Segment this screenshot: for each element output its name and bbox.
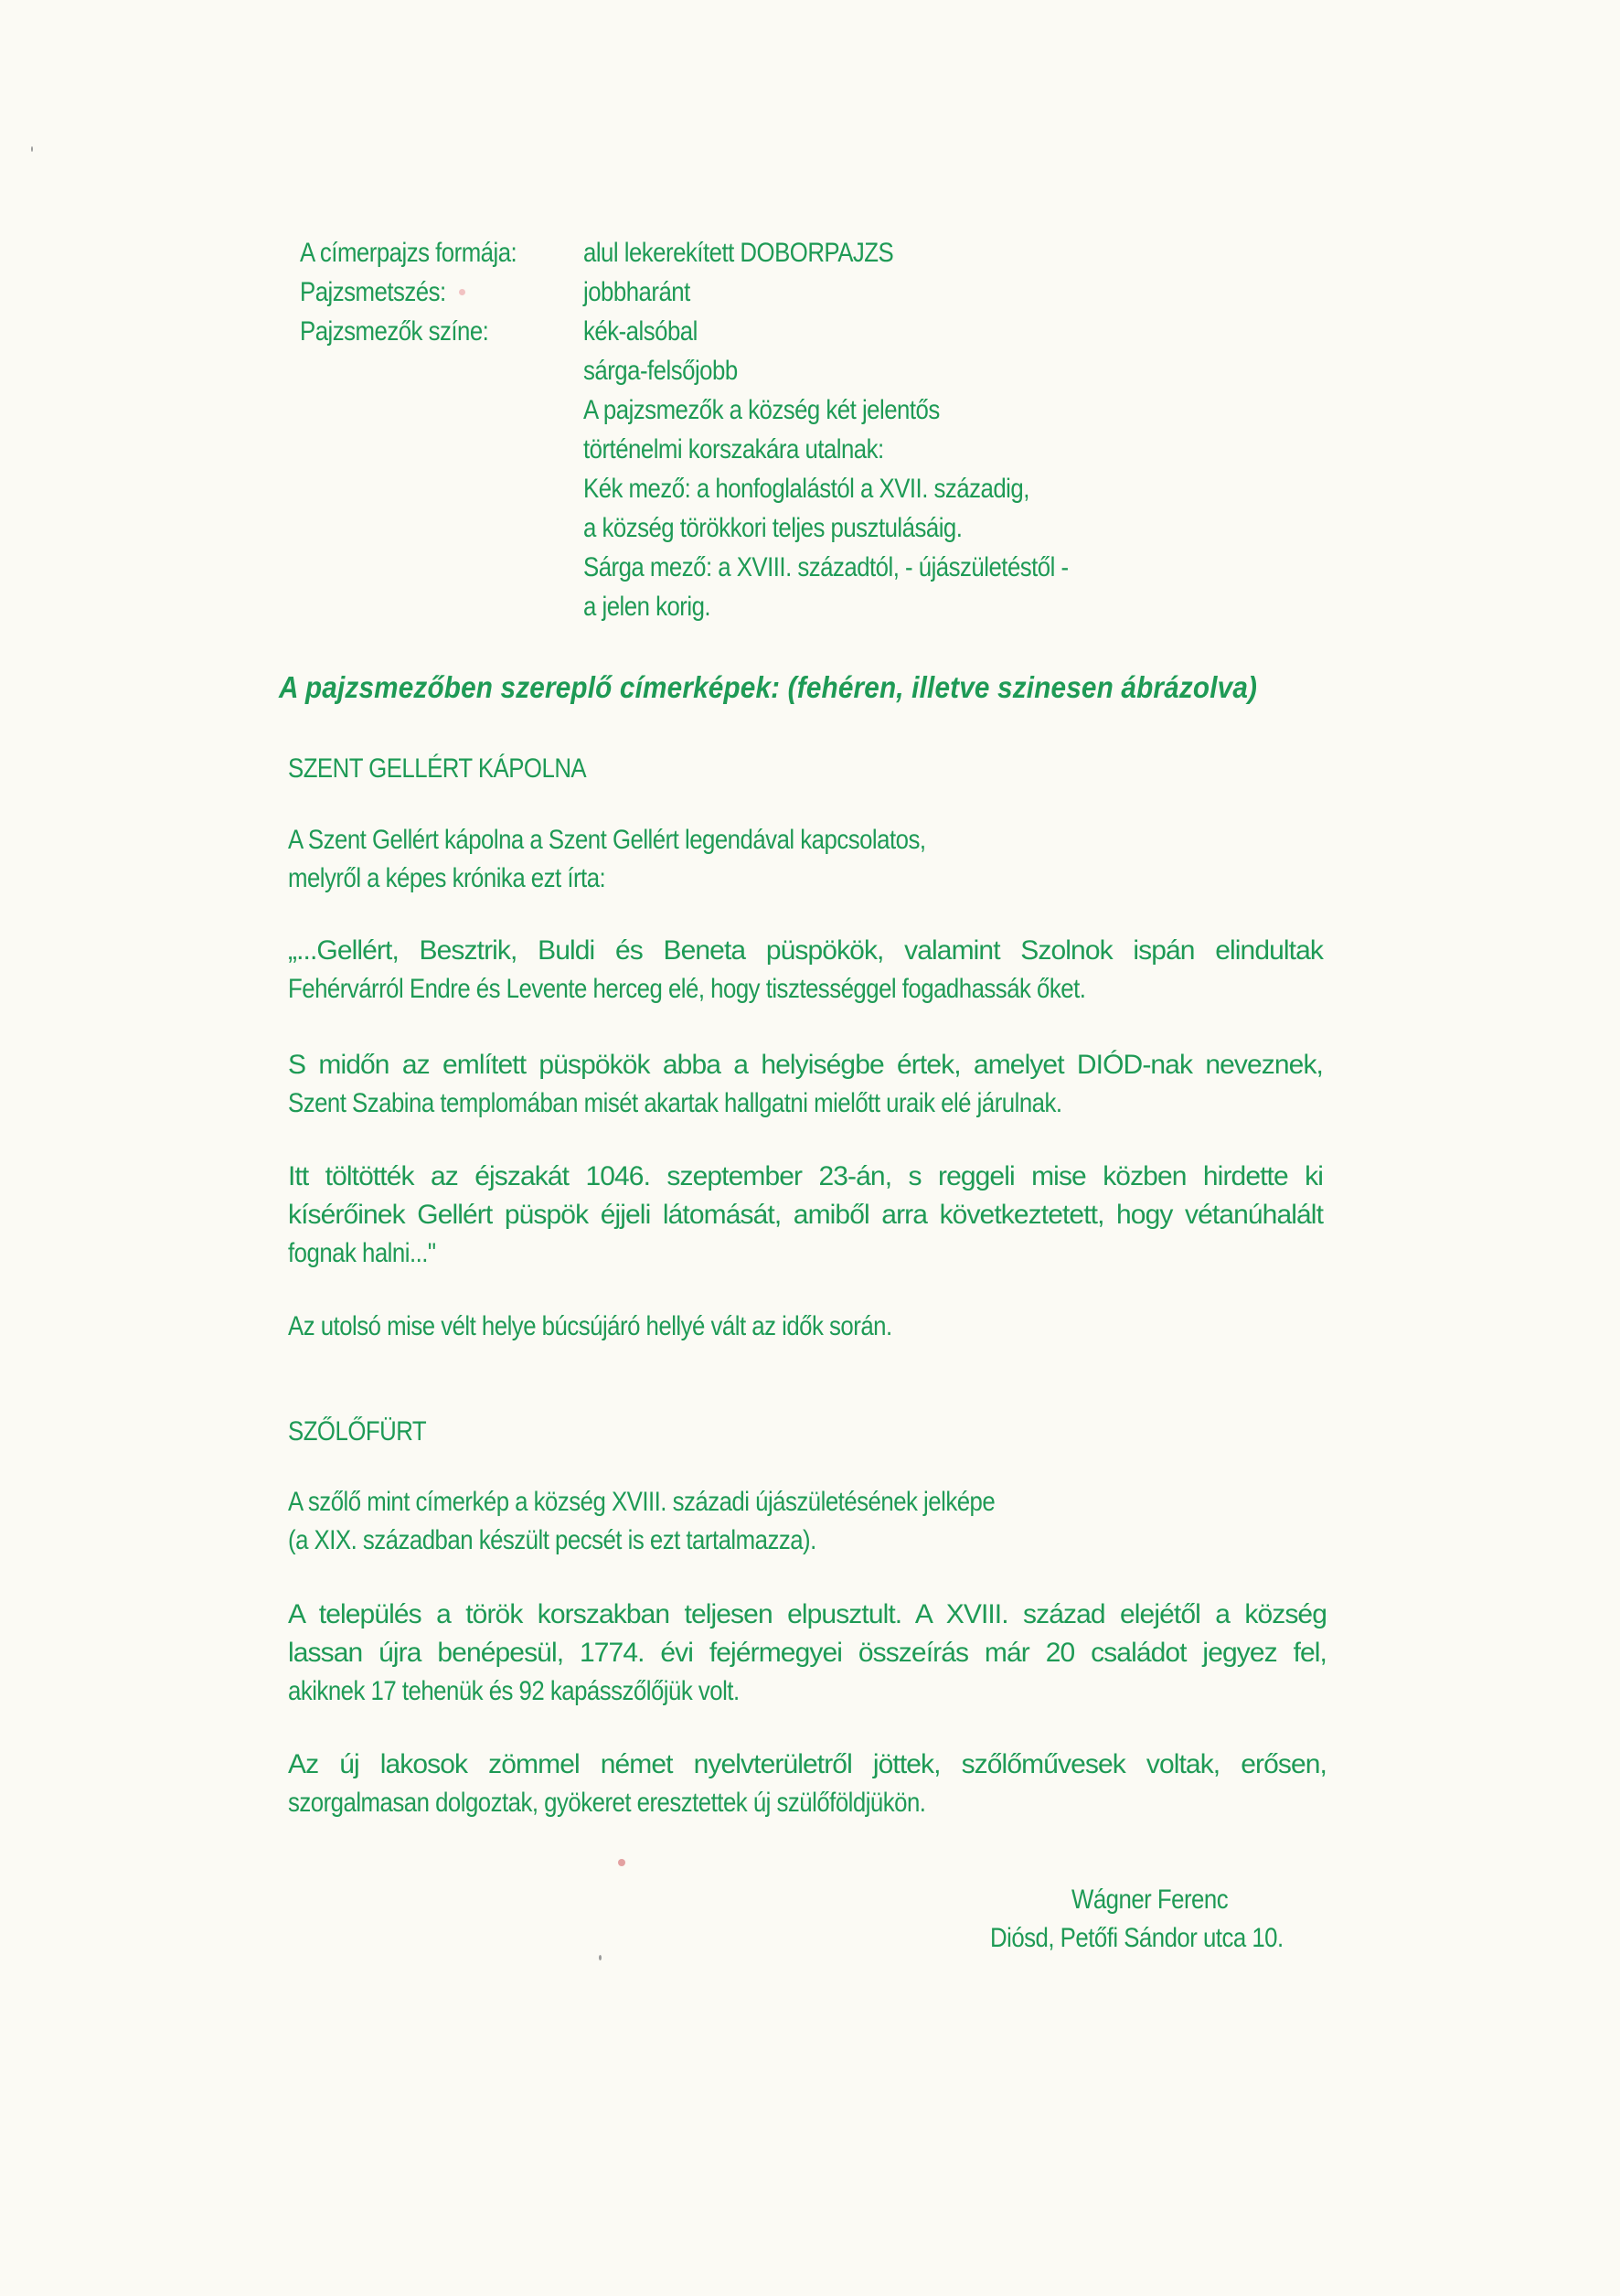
grape-paragraph-line: A szőlő mint címerkép a község XVIII. századi újászületésének jelképe xyxy=(288,1487,996,1517)
paper-speck xyxy=(459,289,465,295)
quote-line: Itt töltötték az éjszakát 1046. szeptember 23-án, s reggeli mise közben hirdette ki xyxy=(288,1161,1323,1191)
quote-line: „...Gellért, Besztrik, Buldi és Beneta püspökök, valamint Szolnok ispán elindultak xyxy=(288,935,1323,966)
grape-paragraph-line: A település a török korszakban teljesen elpusztult. A XVIII. század elejétől a község xyxy=(288,1599,1327,1629)
paper-speck xyxy=(31,146,33,152)
grape-paragraph-line: (a XIX. században készült pecsét is ezt tartalmazza). xyxy=(288,1525,816,1555)
quote-line: kísérőinek Gellért püspök éjjeli látomását, amiből arra következtetett, hogy vétanúhalált xyxy=(288,1200,1323,1230)
quote-line: fognak halni..." xyxy=(288,1238,436,1268)
signature-address: Diósd, Petőfi Sándor utca 10. xyxy=(990,1923,1284,1953)
section-title-grape: SZŐLŐFÜRT xyxy=(288,1416,427,1447)
shield-colors-value: kék-alsóbal xyxy=(583,316,698,347)
quote-line: Szent Szabina templomában misét akartak hallgatni mielőtt uraik elé járulnak. xyxy=(288,1088,1062,1118)
shield-text-line: A pajzsmezők a község két jelentős xyxy=(583,395,940,425)
coat-images-heading: A pajzsmezőben szereplő címerképek: (fehéren, illetve szinesen ábrázolva) xyxy=(279,670,1258,704)
gellert-intro-line: A Szent Gellért kápolna a Szent Gellért legendával kapcsolatos, xyxy=(288,825,926,855)
gellert-closing: Az utolsó mise vélt helye búcsújáró hellyé vált az idők során. xyxy=(288,1311,892,1341)
grape-paragraph-line: lassan újra benépesül, 1774. évi fejérmegyei összeírás már 20 családot jegyez fel, xyxy=(288,1638,1327,1668)
shield-text-line: sárga-felsőjobb xyxy=(583,356,738,386)
shield-text-line: Sárga mező: a XVIII. századtól, - újászületéstől - xyxy=(583,552,1069,582)
shield-text-line: történelmi korszakára utalnak: xyxy=(583,434,884,465)
grape-paragraph-line: Az új lakosok zömmel német nyelvterületről jöttek, szőlőművesek voltak, erősen, xyxy=(288,1749,1327,1779)
section-title-gellert: SZENT GELLÉRT KÁPOLNA xyxy=(288,753,587,784)
grape-paragraph-line: akiknek 17 tehenük és 92 kapásszőlőjük volt. xyxy=(288,1676,740,1706)
shield-colors-label: Pajzsmezők színe: xyxy=(300,316,489,347)
signature-name: Wágner Ferenc xyxy=(1071,1885,1229,1915)
shield-form-value: alul lekerekített DOBORPAJZS xyxy=(583,238,894,268)
shield-text-line: Kék mező: a honfoglalástól a XVII. századig, xyxy=(583,474,1029,504)
quote-line: Fehérvárról Endre és Levente herceg elé, hogy tisztességgel fogadhassák őket. xyxy=(288,974,1086,1004)
quote-line: S midőn az említett püspökök abba a helyiségbe értek, amelyet DIÓD-nak neveznek, xyxy=(288,1050,1323,1080)
grape-paragraph-line: szorgalmasan dolgoztak, gyökeret eresztettek új szülőföldjükön. xyxy=(288,1788,926,1818)
gellert-intro-line: melyről a képes krónika ezt írta: xyxy=(288,863,606,893)
shield-text-line: a jelen korig. xyxy=(583,592,711,622)
shield-division-label: Pajzsmetszés: xyxy=(300,277,446,307)
paper-speck xyxy=(618,1859,625,1866)
shield-form-label: A címerpajzs formája: xyxy=(300,238,517,268)
paper-speck xyxy=(599,1955,602,1960)
shield-division-value: jobbharánt xyxy=(583,277,690,307)
shield-text-line: a község törökkori teljes pusztulásáig. xyxy=(583,513,963,543)
